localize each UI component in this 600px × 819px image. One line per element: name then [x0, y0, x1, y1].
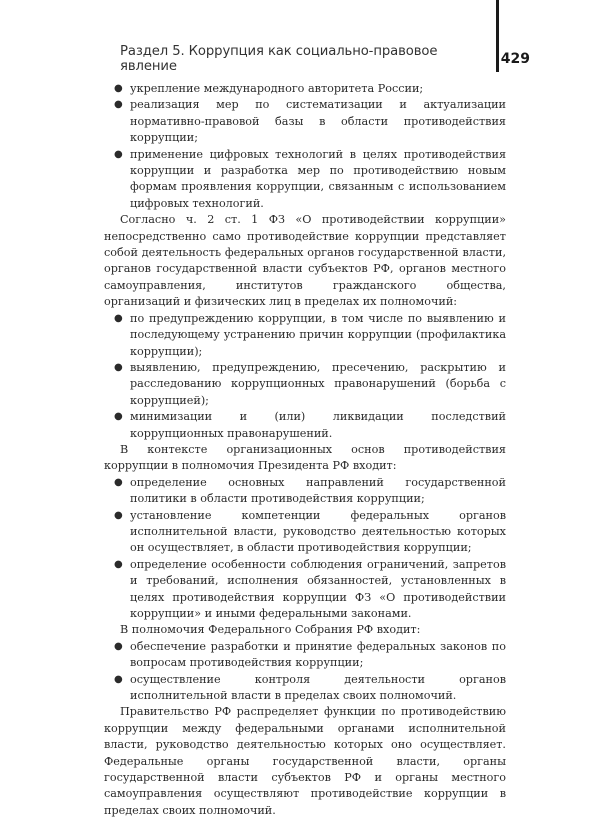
- page-body: [104, 81, 506, 819]
- paragraph: Согласно ч. 2 ст. 1 ФЗ «О противодействии коррупции» непосредственно само противодействие коррупции представляет собой деятельность федеральных органов государственной власти, органов государственной власти субъектов РФ, органов местного самоуправления, институтов гражданского общества, организаций и физических лиц в пределах их полномочий:: [104, 213, 506, 309]
- bullet-icon: ●: [114, 558, 123, 570]
- bullet-list-2: [104, 311, 506, 442]
- list-item: ● по предупреждению коррупции, в том числе по выявлению и последующему устранению причин коррупции (профилактика коррупции);: [114, 311, 506, 358]
- bullet-icon: ●: [114, 509, 123, 521]
- bullet-icon: ●: [114, 673, 123, 685]
- list-item: ● определение основных направлений государственной политики в области противодействия коррупции;: [114, 475, 506, 506]
- bullet-list-4: [104, 639, 506, 705]
- bullet-icon: ●: [114, 640, 123, 652]
- bullet-icon: ●: [114, 361, 123, 373]
- bullet-list-3: [104, 475, 506, 623]
- list-item: ● осуществление контроля деятельности органов исполнительной власти в пределах своих полномочий.: [114, 672, 506, 703]
- bullet-icon: ●: [114, 99, 123, 111]
- list-item: ● укрепление международного авторитета России;: [104, 81, 506, 97]
- paragraph: Правительство РФ распределяет функции по противодействию коррупции между федеральными органами исполнительной власти, руководство деятельностью которых оно осуществляет. Федеральные органы государственной власти, органы государственной власти субъектов РФ и органы местного самоуправления осуществляют противодействие коррупции в пределах своих полномочий.: [104, 705, 506, 817]
- list-item: ● определение особенности соблюдения ограничений, запретов и требований, исполнения обязанностей, установленных в целях противодействия коррупции ФЗ «О противодействии коррупции» и иными федеральными законами.: [114, 557, 506, 620]
- bullet-icon: ●: [114, 83, 123, 94]
- bullet-icon: ●: [114, 148, 123, 160]
- list-item: ● применение цифровых технологий в целях противодействия коррупции и разработка мер по противодействию новым формам проявления коррупции, связанным с использованием цифровых технологий.: [114, 147, 506, 210]
- list-item: ● установление компетенции федеральных органов исполнительной власти, руководство деятельностью которых он осуществляет, в области противодействия коррупции;: [114, 508, 506, 555]
- section-title: Раздел 5. Коррупция как социально-правовое явление: [120, 44, 438, 74]
- list-item: ● обеспечение разработки и принятие федеральных законов по вопросам противодействия коррупции;: [114, 639, 506, 670]
- list-item: ● реализация мер по систематизации и актуализации нормативно-правовой базы в области противодействия коррупции;: [114, 98, 506, 145]
- bullet-icon: ●: [114, 476, 123, 488]
- paragraph: В полномочия Федерального Собрания РФ входит:: [120, 623, 421, 637]
- bullet-list-1: [104, 81, 506, 212]
- running-header: [120, 46, 530, 72]
- bullet-icon: ●: [114, 411, 123, 423]
- page-number: 429: [500, 51, 530, 67]
- list-item: ● выявлению, предупреждению, пресечению, раскрытию и расследованию коррупционных правонарушений (борьба с коррупцией);: [114, 360, 506, 407]
- paragraph: В контексте организационных основ противодействия коррупции в полномочия Президента РФ входит:: [104, 442, 506, 473]
- list-item: ● минимизации и (или) ликвидации последствий коррупционных правонарушений.: [114, 410, 506, 440]
- bullet-icon: ●: [114, 312, 123, 324]
